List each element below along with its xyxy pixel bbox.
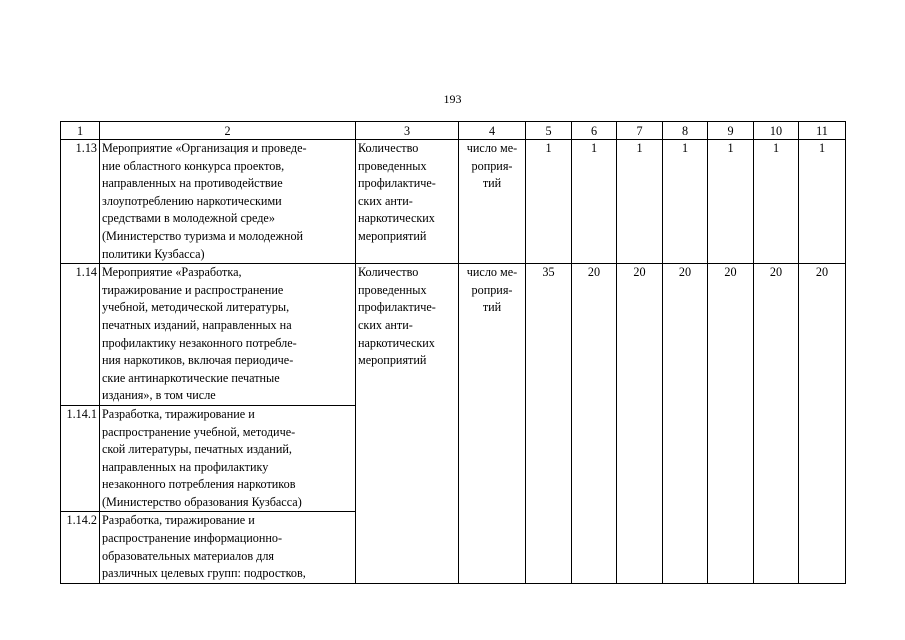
activity-line: Мероприятие «Разработка, xyxy=(102,265,242,280)
unit-line: роприя- xyxy=(471,158,513,173)
activity-line: профилактику незаконного потребле- xyxy=(102,335,297,350)
unit-line: роприя- xyxy=(471,282,513,297)
activity-line: ния наркотиков, включая периодиче- xyxy=(102,353,294,368)
row-number: 1.14.2 xyxy=(61,512,100,583)
page-number: 193 xyxy=(443,92,462,106)
activity-line: направленных на противодействие xyxy=(102,176,283,191)
header-cell-5: 5 xyxy=(526,122,572,140)
header-cell-11: 11 xyxy=(799,122,846,140)
indicator-line: наркотических xyxy=(358,211,435,226)
value-cell: 1 xyxy=(663,140,708,264)
table-row-1-13 xyxy=(61,140,846,264)
activity-line: распространение учебной, методиче- xyxy=(102,424,296,439)
activity-line: ские антинаркотические печатные xyxy=(102,370,280,385)
activity-line: Разработка, тиражирование и xyxy=(102,513,255,528)
activity-line: политики Кузбасса) xyxy=(102,246,205,261)
value-cell: 20 xyxy=(572,264,617,584)
activity-line: образовательных материалов для xyxy=(102,548,275,563)
header-cell-2: 2 xyxy=(100,122,356,140)
value-cell: 1 xyxy=(799,140,846,264)
header-row xyxy=(61,122,846,140)
activity-line: незаконного потребления наркотиков xyxy=(102,477,296,492)
header-cell-10: 10 xyxy=(754,122,799,140)
header-cell-8: 8 xyxy=(663,122,708,140)
activity-line: издания», в том числе xyxy=(102,388,216,403)
value-cell: 1 xyxy=(526,140,572,264)
value-cell: 20 xyxy=(708,264,754,584)
unit-line: число ме- xyxy=(466,141,518,155)
value-cell: 1 xyxy=(708,140,754,264)
program-table xyxy=(60,121,846,584)
table-row-1-14 xyxy=(61,264,846,406)
value-cell: 20 xyxy=(799,264,846,584)
activity-line: злоупотреблению наркотическими xyxy=(102,193,282,208)
value-cell: 1 xyxy=(617,140,663,264)
indicator-line: профилактиче- xyxy=(358,300,436,315)
indicator-line: проведенных xyxy=(358,282,427,297)
header-cell-6: 6 xyxy=(572,122,617,140)
activity-line: различных целевых групп: подростков, xyxy=(102,566,306,581)
activity-line: учебной, методической литературы, xyxy=(102,300,290,315)
activity-line: Мероприятие «Организация и проведе- xyxy=(102,141,307,155)
value-cell: 20 xyxy=(617,264,663,584)
activity-cell xyxy=(100,264,356,406)
header-cell-4: 4 xyxy=(459,122,526,140)
value-cell: 1 xyxy=(572,140,617,264)
activity-cell xyxy=(100,512,356,583)
indicator-line: ских анти- xyxy=(358,317,413,332)
row-number: 1.14.1 xyxy=(61,405,100,512)
unit-line: число ме- xyxy=(466,265,518,280)
activity-line: (Министерство туризма и молодежной xyxy=(102,228,304,243)
row-number: 1.14 xyxy=(61,264,100,406)
activity-line: ской литературы, печатных изданий, xyxy=(102,442,292,457)
indicator-cell xyxy=(356,140,459,264)
activity-cell xyxy=(100,140,356,264)
value-cell: 20 xyxy=(754,264,799,584)
indicator-line: мероприятий xyxy=(358,353,427,368)
header-cell-3: 3 xyxy=(356,122,459,140)
indicator-cell xyxy=(356,264,459,584)
indicator-line: Количество xyxy=(358,265,419,280)
header-cell-1: 1 xyxy=(61,122,100,140)
indicator-line: наркотических xyxy=(358,335,435,350)
indicator-line: мероприятий xyxy=(358,228,427,243)
activity-line: ние областного конкурса проектов, xyxy=(102,158,285,173)
value-cell: 20 xyxy=(663,264,708,584)
indicator-line: Количество xyxy=(358,141,419,155)
indicator-line: профилактиче- xyxy=(358,176,436,191)
unit-line: тий xyxy=(482,176,502,191)
activity-line: печатных изданий, направленных на xyxy=(102,317,292,332)
activity-line: тиражирование и распространение xyxy=(102,282,284,297)
unit-line: тий xyxy=(482,300,502,315)
activity-line: распространение информационно- xyxy=(102,531,283,546)
value-cell: 1 xyxy=(754,140,799,264)
header-cell-7: 7 xyxy=(617,122,663,140)
indicator-line: ских анти- xyxy=(358,193,413,208)
activity-line: средствами в молодежной среде» xyxy=(102,211,275,226)
unit-cell xyxy=(459,140,526,264)
value-cell: 35 xyxy=(526,264,572,584)
activity-cell xyxy=(100,405,356,512)
unit-cell xyxy=(459,264,526,584)
indicator-line: проведенных xyxy=(358,158,427,173)
row-number: 1.13 xyxy=(61,140,100,264)
activity-line: направленных на профилактику xyxy=(102,459,269,474)
activity-line: (Министерство образования Кузбасса) xyxy=(102,494,302,509)
activity-line: Разработка, тиражирование и xyxy=(102,406,255,421)
header-cell-9: 9 xyxy=(708,122,754,140)
